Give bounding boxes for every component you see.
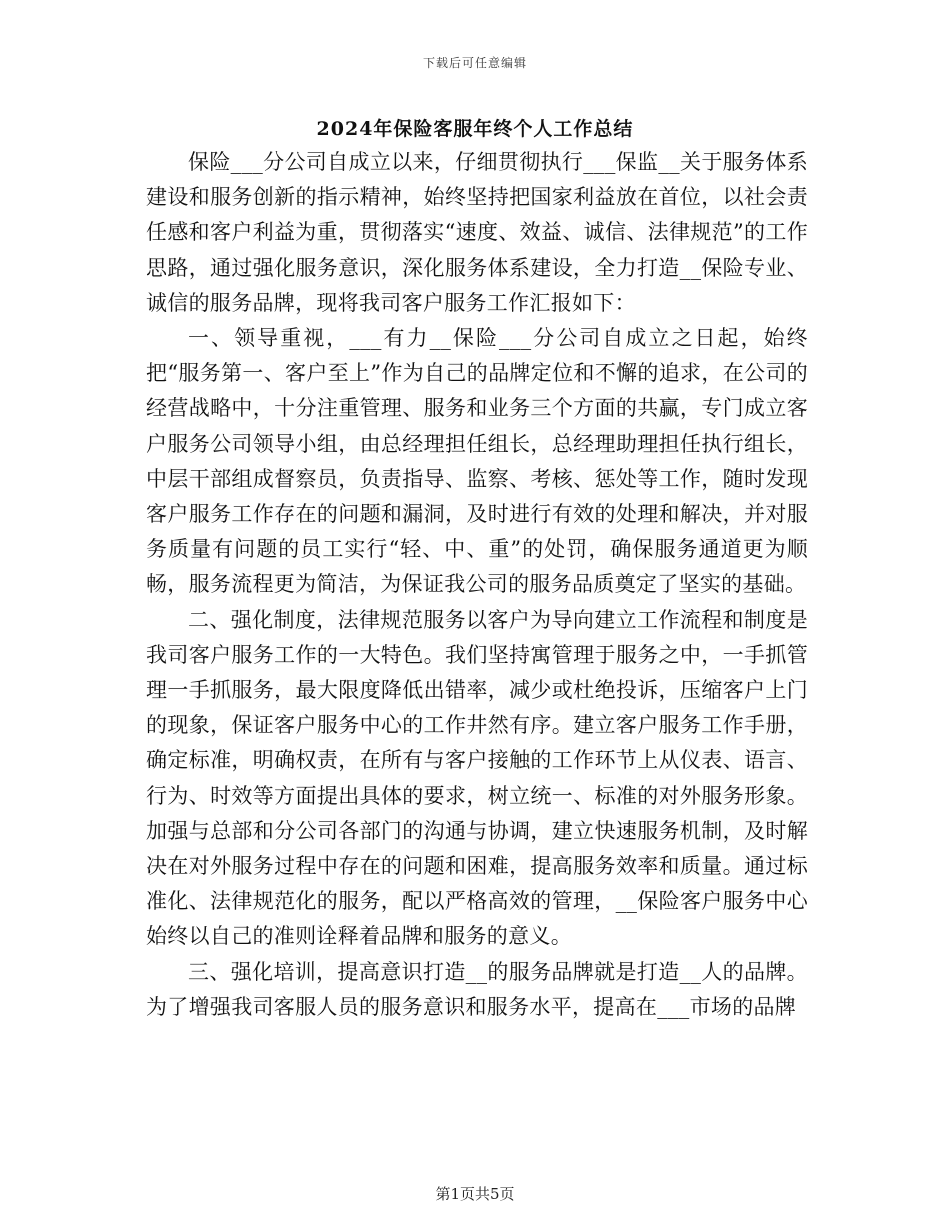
page-number: 第1页共5页 <box>435 1185 515 1203</box>
section-3-paragraph: 三、强化培训，提高意识打造__的服务品牌就是打造__人的品牌。为了增强我司客服人员的服务意识和服务水平，提高在___市场的品牌 <box>146 959 808 1019</box>
document-title: 2024年保险客服年终个人工作总结 <box>316 118 634 140</box>
page-header-note: 下载后可任意编辑 <box>422 56 527 70</box>
intro-paragraph: 保险___分公司自成立以来，仔细贯彻执行___保监__关于服务体系建设和服务创新的指示精神，始终坚持把国家利益放在首位，以社会责任感和客户利益为重，贯彻落实“速度、效益、诚信、法律规范”的工作思路，通过强化服务意识，深化服务体系建设，全力打造__保险专业、诚信的服务品牌，现将我司客户服务工作汇报如下： <box>146 150 808 315</box>
section-1-paragraph: 一、领导重视，___有力__保险___分公司自成立之日起，始终把“服务第一、客户至上”作为自己的品牌定位和不懈的追求，在公司的经营战略中，十分注重管理、服务和业务三个方面的共赢，专门成立客户服务公司领导小组，由总经理担任组长，总经理助理担任执行组长，中层干部组成督察员，负责指导、监察、考核、惩处等工作，随时发现客户服务工作存在的问题和漏洞，及时进行有效的处理和解决，并对服务质量有问题的员工实行“轻、中、重”的处罚，确保服务通道更为顺畅，服务流程更为简洁，为保证我公司的服务品质奠定了坚实的基础。 <box>146 326 808 597</box>
section-2-paragraph: 二、强化制度，法律规范服务以客户为导向建立工作流程和制度是我司客户服务工作的一大特色。我们坚持寓管理于服务之中，一手抓管理一手抓服务，最大限度降低出错率，减少或杜绝投诉，压缩客户上门的现象，保证客户服务中心的工作井然有序。建立客户服务工作手册，确定标准，明确权责，在所有与客户接触的工作环节上从仪表、语言、行为、时效等方面提出具体的要求，树立统一、标准的对外服务形象。加强与总部和分公司各部门的沟通与协调，建立快速服务机制，及时解决在对外服务过程中存在的问题和困难，提高服务效率和质量。通过标准化、法律规范化的服务，配以严格高效的管理，__保险客户服务中心始终以自己的准则诠释着品牌和服务的意义。 <box>146 607 808 949</box>
document-body <box>146 145 808 1025</box>
